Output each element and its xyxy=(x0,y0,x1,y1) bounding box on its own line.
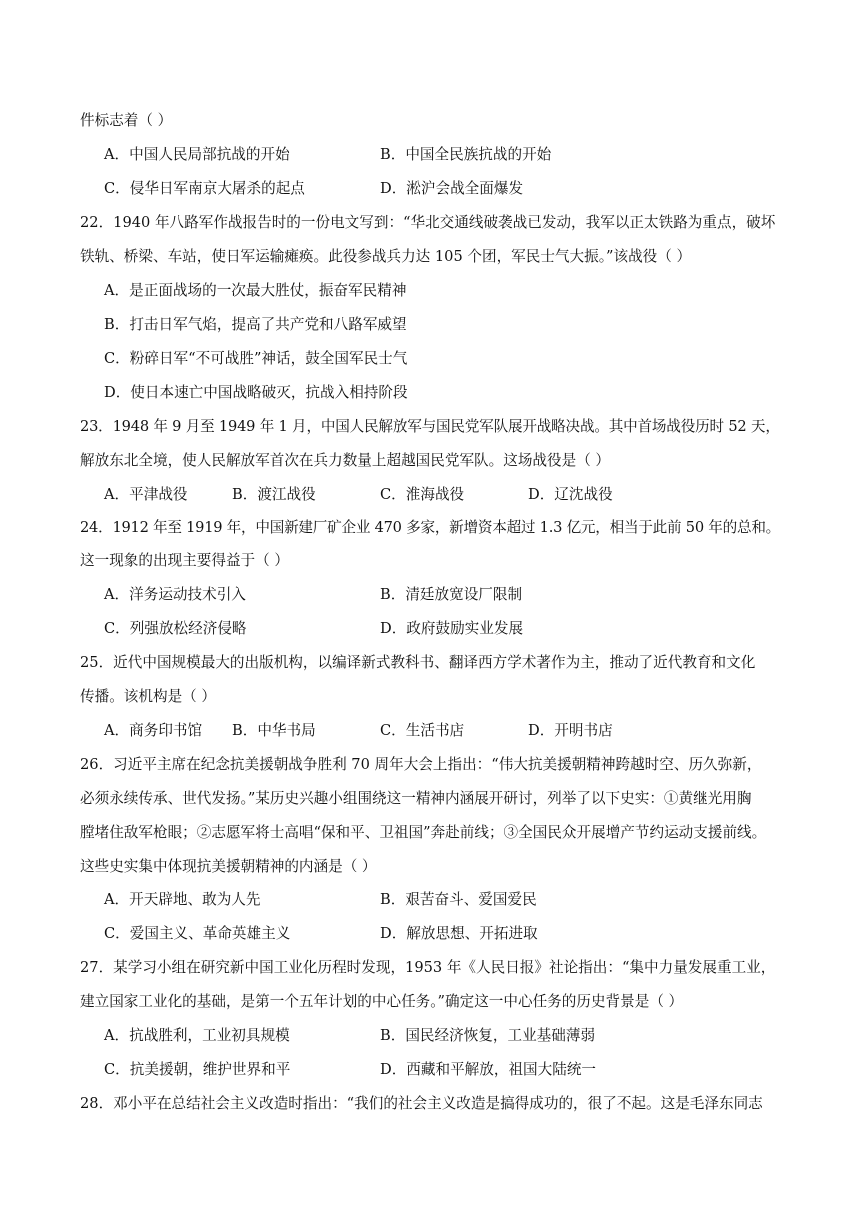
q26-option-a[interactable]: A．开天辟地、敢为人先 xyxy=(104,891,261,908)
q21-options-row-1 xyxy=(104,146,804,164)
q26-option-b[interactable]: B．艰苦奋斗、爱国爱民 xyxy=(380,891,537,908)
q25-option-b[interactable]: B．中华书局 xyxy=(232,722,316,739)
q22-option-a-row xyxy=(104,282,804,300)
q26-option-c[interactable]: C．爱国主义、革命英雄主义 xyxy=(104,925,291,942)
q22-stem-line-1: 22．1940 年八路军作战报告时的一份电文写到：“华北交通线破袭战已发动，我军以正太铁路为重点，破坏 xyxy=(80,214,776,231)
q27-options-row-2 xyxy=(104,1061,804,1079)
q22-option-b-row xyxy=(104,316,804,334)
q21-stem-tail: 件标志着（ ） xyxy=(80,112,173,129)
q26-option-d[interactable]: D．解放思想、开拓进取 xyxy=(380,925,538,942)
q25-options-row xyxy=(104,722,804,740)
q21-options-row-2 xyxy=(104,180,804,198)
q22-option-a[interactable]: A．是正面战场的一次最大胜仗，振奋军民精神 xyxy=(104,282,407,299)
q24-option-c[interactable]: C．列强放松经济侵略 xyxy=(104,620,247,637)
q21-option-b[interactable]: B．中国全民族抗战的开始 xyxy=(380,146,552,163)
q22-option-d-row xyxy=(104,384,804,402)
q24-options-row-2 xyxy=(104,620,804,638)
q23-option-b[interactable]: B．渡江战役 xyxy=(232,486,316,503)
q21-option-c[interactable]: C．侵华日军南京大屠杀的起点 xyxy=(104,180,305,197)
q27-option-a[interactable]: A．抗战胜利，工业初具规模 xyxy=(104,1027,290,1044)
q21-option-a[interactable]: A．中国人民局部抗战的开始 xyxy=(104,146,290,163)
q27-stem-line-1: 27．某学习小组在研究新中国工业化历程时发现，1953 年《人民日报》社论指出：“集中力量发展重工业， xyxy=(80,959,776,976)
q22-option-c[interactable]: C．粉碎日军“不可战胜”神话，鼓全国军民士气 xyxy=(104,350,408,367)
q27-options-row-1 xyxy=(104,1027,804,1045)
q23-option-d[interactable]: D．辽沈战役 xyxy=(528,486,613,503)
q23-option-c[interactable]: C．淮海战役 xyxy=(380,486,465,503)
q22-option-b[interactable]: B．打击日军气焰，提高了共产党和八路军威望 xyxy=(104,316,407,333)
q25-stem-line-1: 25．近代中国规模最大的出版机构，以编译新式教科书、翻译西方学术著作为主，推动了近代教育和文化 xyxy=(80,654,756,671)
q24-option-d[interactable]: D．政府鼓励实业发展 xyxy=(380,620,524,637)
q25-option-d[interactable]: D．开明书店 xyxy=(528,722,613,739)
q24-option-b[interactable]: B．清廷放宽设厂限制 xyxy=(380,586,523,603)
q22-option-d[interactable]: D．使日本速亡中国战略破灭，抗战入相持阶段 xyxy=(104,384,408,401)
q23-option-a[interactable]: A．平津战役 xyxy=(104,486,188,503)
q24-stem-line-1: 24．1912 年至 1919 年，中国新建厂矿企业 470 多家，新增资本超过 1.3 亿元，相当于此前 50 年的总和。 xyxy=(80,519,781,536)
q23-stem-line-1: 23．1948 年 9 月至 1949 年 1 月，中国人民解放军与国民党军队展开战略决战。其中首场战役历时 52 天， xyxy=(80,418,780,435)
q22-stem-line-2: 铁轨、桥梁、车站，使日军运输瘫痪。此役参战兵力达 105 个团，军民士气大振。”该战役（ ） xyxy=(80,248,692,265)
q21-option-d[interactable]: D．淞沪会战全面爆发 xyxy=(380,180,524,197)
q26-options-row-1 xyxy=(104,891,804,909)
q27-stem-line-2: 建立国家工业化的基础，是第一个五年计划的中心任务。”确定这一中心任务的历史背景是（ ） xyxy=(80,993,684,1010)
q24-stem-line-2: 这一现象的出现主要得益于（ ） xyxy=(80,552,289,569)
q26-stem-line-3: 膛堵住敌军枪眼；②志愿军将士高唱“保和平、卫祖国”奔赴前线；③全国民众开展增产节约运动支援前线。 xyxy=(80,824,767,841)
q23-stem-line-2: 解放东北全境，使人民解放军首次在兵力数量上超越国民党军队。这场战役是（ ） xyxy=(80,452,611,469)
q22-option-c-row xyxy=(104,350,804,368)
q24-option-a[interactable]: A．洋务运动技术引入 xyxy=(104,586,246,603)
q24-options-row-1 xyxy=(104,586,804,604)
q25-stem-line-2: 传播。该机构是（ ） xyxy=(80,688,216,705)
q26-stem-line-4: 这些史实集中体现抗美援朝精神的内涵是（ ） xyxy=(80,858,377,875)
q23-options-row xyxy=(104,486,804,504)
q28-stem-line-1: 28．邓小平在总结社会主义改造时指出：“我们的社会主义改造是搞得成功的，很了不起。这是毛泽东同志 xyxy=(80,1095,763,1112)
q25-option-c[interactable]: C．生活书店 xyxy=(380,722,465,739)
q27-option-b[interactable]: B．国民经济恢复，工业基础薄弱 xyxy=(380,1027,596,1044)
q26-stem-line-1: 26．习近平主席在纪念抗美援朝战争胜利 70 周年大会上指出：“伟大抗美援朝精神跨越时空、历久弥新， xyxy=(80,756,762,773)
q27-option-d[interactable]: D．西藏和平解放，祖国大陆统一 xyxy=(380,1061,597,1078)
q26-options-row-2 xyxy=(104,925,804,943)
q25-option-a[interactable]: A．商务印书馆 xyxy=(104,722,203,739)
q26-stem-line-2: 必须永续传承、世代发扬。”某历史兴趣小组围绕这一精神内涵展开研讨，列举了以下史实：①黄继光用胸 xyxy=(80,790,752,807)
q27-option-c[interactable]: C．抗美援朝，维护世界和平 xyxy=(104,1061,291,1078)
